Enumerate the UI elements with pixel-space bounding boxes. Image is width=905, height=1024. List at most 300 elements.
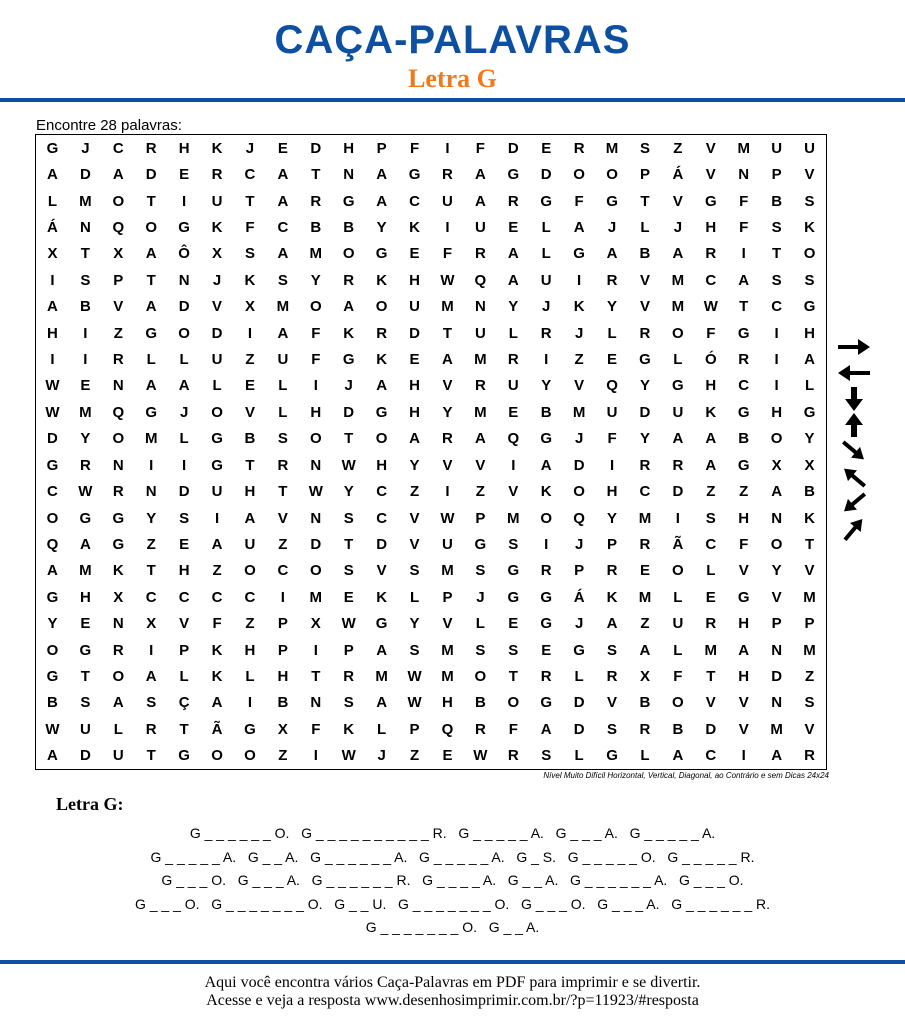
grid-cell[interactable]: T [640, 192, 650, 210]
grid-cell[interactable]: Q [46, 535, 59, 553]
grid-cell[interactable]: O [309, 430, 322, 448]
grid-cell[interactable]: Z [409, 483, 420, 501]
grid-cell[interactable]: F [409, 139, 420, 157]
grid-cell[interactable]: I [544, 351, 549, 369]
grid-cell[interactable]: G [803, 403, 816, 421]
grid-cell[interactable]: N [112, 456, 124, 474]
grid-cell[interactable]: X [771, 456, 782, 474]
grid-cell[interactable]: K [244, 271, 256, 289]
grid-cell[interactable]: B [738, 430, 750, 448]
grid-cell[interactable]: S [343, 509, 354, 527]
grid-cell[interactable]: A [47, 747, 58, 765]
grid-cell[interactable]: D [573, 694, 585, 712]
grid-cell[interactable]: A [409, 430, 420, 448]
grid-cell[interactable]: A [376, 192, 388, 210]
grid-cell[interactable]: S [475, 641, 486, 659]
grid-cell[interactable]: A [178, 377, 190, 395]
grid-cell[interactable]: Y [508, 298, 519, 316]
grid-cell[interactable]: P [639, 166, 650, 184]
grid-cell[interactable]: A [376, 166, 388, 184]
grid-cell[interactable]: C [705, 747, 717, 765]
grid-cell[interactable]: X [804, 456, 815, 474]
grid-cell[interactable]: V [508, 483, 519, 501]
grid-cell[interactable]: H [409, 403, 420, 421]
grid-cell[interactable]: O [309, 298, 322, 316]
grid-cell[interactable]: W [440, 271, 455, 289]
grid-cell[interactable]: R [474, 720, 486, 738]
grid-cell[interactable]: G [79, 641, 92, 659]
grid-cell[interactable]: Z [113, 324, 123, 342]
grid-cell[interactable]: A [442, 351, 453, 369]
grid-cell[interactable]: A [277, 245, 289, 263]
grid-cell[interactable]: M [605, 139, 619, 157]
grid-cell[interactable]: G [178, 218, 190, 236]
grid-cell[interactable]: C [771, 298, 783, 316]
grid-cell[interactable]: N [310, 509, 322, 527]
grid-cell[interactable]: L [113, 720, 123, 738]
grid-cell[interactable]: A [474, 430, 486, 448]
grid-cell[interactable]: L [179, 430, 189, 448]
grid-cell[interactable]: T [278, 483, 288, 501]
grid-cell[interactable]: Z [278, 535, 288, 553]
grid-cell[interactable]: W [45, 403, 60, 421]
grid-cell[interactable]: A [474, 166, 486, 184]
grid-cell[interactable]: I [50, 351, 55, 369]
grid-cell[interactable]: G [737, 588, 750, 606]
grid-cell[interactable]: I [741, 747, 746, 765]
grid-cell[interactable]: E [508, 615, 519, 633]
grid-cell[interactable]: M [507, 509, 520, 527]
grid-cell[interactable]: R [573, 139, 585, 157]
grid-cell[interactable]: S [804, 271, 815, 289]
grid-cell[interactable]: E [179, 166, 190, 184]
grid-cell[interactable]: V [277, 509, 288, 527]
grid-cell[interactable]: Y [409, 456, 420, 474]
grid-cell[interactable]: Ã [211, 720, 223, 738]
grid-cell[interactable]: M [441, 562, 454, 580]
grid-cell[interactable]: G [639, 351, 651, 369]
grid-cell[interactable]: P [771, 166, 782, 184]
grid-cell[interactable]: I [50, 271, 55, 289]
grid-cell[interactable]: Á [573, 588, 585, 606]
grid-cell[interactable]: D [178, 483, 190, 501]
grid-cell[interactable]: M [375, 668, 388, 686]
grid-cell[interactable]: V [607, 694, 618, 712]
grid-cell[interactable]: H [178, 139, 190, 157]
grid-cell[interactable]: O [573, 483, 585, 501]
grid-cell[interactable]: U [507, 377, 519, 395]
grid-cell[interactable]: T [772, 245, 782, 263]
grid-cell[interactable]: R [277, 456, 289, 474]
grid-cell[interactable]: I [774, 324, 779, 342]
grid-cell[interactable]: F [607, 430, 617, 448]
grid-cell[interactable]: P [179, 641, 190, 659]
grid-cell[interactable]: L [673, 588, 683, 606]
grid-cell[interactable]: R [112, 641, 124, 659]
grid-cell[interactable]: H [705, 377, 717, 395]
grid-cell[interactable]: C [376, 509, 388, 527]
grid-cell[interactable]: R [672, 456, 684, 474]
grid-cell[interactable]: M [309, 245, 323, 263]
grid-cell[interactable]: G [112, 509, 125, 527]
grid-cell[interactable]: Y [541, 377, 552, 395]
grid-cell[interactable]: A [804, 351, 815, 369]
grid-cell[interactable]: X [310, 615, 321, 633]
grid-cell[interactable]: O [474, 668, 487, 686]
grid-cell[interactable]: I [149, 641, 154, 659]
grid-cell[interactable]: Ã [672, 535, 684, 553]
grid-cell[interactable]: Á [672, 166, 684, 184]
grid-cell[interactable]: O [540, 509, 553, 527]
grid-cell[interactable]: Y [80, 430, 91, 448]
grid-cell[interactable]: K [376, 351, 388, 369]
grid-cell[interactable]: Y [343, 483, 354, 501]
grid-cell[interactable]: F [739, 535, 749, 553]
grid-cell[interactable]: M [770, 720, 783, 738]
grid-cell[interactable]: N [310, 694, 322, 712]
grid-cell[interactable]: S [771, 271, 782, 289]
grid-cell[interactable]: L [146, 351, 156, 369]
grid-cell[interactable]: Y [442, 403, 453, 421]
grid-cell[interactable]: Y [771, 562, 782, 580]
grid-cell[interactable]: D [573, 720, 585, 738]
grid-cell[interactable]: T [146, 192, 156, 210]
grid-cell[interactable]: T [706, 668, 716, 686]
grid-cell[interactable]: B [540, 403, 552, 421]
grid-cell[interactable]: L [640, 218, 650, 236]
grid-cell[interactable]: E [607, 351, 618, 369]
grid-cell[interactable]: H [310, 403, 322, 421]
grid-cell[interactable]: Z [673, 139, 683, 157]
grid-cell[interactable]: O [342, 245, 355, 263]
grid-cell[interactable]: G [737, 456, 750, 474]
grid-cell[interactable]: F [739, 218, 749, 236]
grid-cell[interactable]: G [803, 298, 816, 316]
grid-cell[interactable]: M [671, 298, 685, 316]
grid-cell[interactable]: S [607, 641, 618, 659]
grid-cell[interactable]: P [574, 562, 585, 580]
grid-cell[interactable]: Z [804, 668, 815, 686]
grid-cell[interactable]: G [145, 403, 158, 421]
grid-cell[interactable]: S [771, 218, 782, 236]
grid-cell[interactable]: K [705, 403, 717, 421]
grid-cell[interactable]: I [445, 139, 450, 157]
grid-cell[interactable]: C [112, 139, 124, 157]
grid-cell[interactable]: T [311, 668, 321, 686]
grid-cell[interactable]: M [144, 430, 158, 448]
grid-cell[interactable]: Z [706, 483, 716, 501]
grid-cell[interactable]: B [277, 694, 289, 712]
grid-cell[interactable]: K [112, 562, 124, 580]
grid-cell[interactable]: A [277, 324, 289, 342]
grid-cell[interactable]: Q [507, 430, 520, 448]
grid-cell[interactable]: E [343, 588, 354, 606]
grid-cell[interactable]: W [407, 668, 422, 686]
grid-cell[interactable]: A [771, 747, 783, 765]
grid-cell[interactable]: U [211, 483, 223, 501]
grid-cell[interactable]: P [277, 641, 288, 659]
grid-cell[interactable]: S [343, 562, 354, 580]
grid-cell[interactable]: A [507, 245, 519, 263]
grid-cell[interactable]: V [639, 271, 650, 289]
grid-cell[interactable]: N [310, 456, 322, 474]
grid-cell[interactable]: C [145, 588, 157, 606]
grid-cell[interactable]: O [112, 430, 125, 448]
grid-cell[interactable]: S [244, 245, 255, 263]
grid-cell[interactable]: K [211, 641, 223, 659]
grid-cell[interactable]: D [145, 166, 157, 184]
grid-cell[interactable]: S [541, 747, 552, 765]
grid-cell[interactable]: D [343, 403, 355, 421]
grid-cell[interactable]: G [211, 456, 223, 474]
grid-cell[interactable]: L [804, 377, 815, 395]
grid-cell[interactable]: V [442, 377, 453, 395]
grid-cell[interactable]: G [46, 139, 59, 157]
grid-cell[interactable]: J [344, 377, 353, 395]
grid-cell[interactable]: P [771, 615, 782, 633]
grid-cell[interactable]: B [343, 218, 355, 236]
grid-cell[interactable]: Z [212, 562, 222, 580]
grid-cell[interactable]: Y [639, 377, 650, 395]
grid-cell[interactable]: F [508, 720, 518, 738]
grid-cell[interactable]: O [803, 245, 816, 263]
grid-cell[interactable]: R [376, 324, 388, 342]
grid-cell[interactable]: U [672, 403, 684, 421]
grid-cell[interactable]: V [705, 694, 716, 712]
grid-cell[interactable]: C [211, 588, 223, 606]
grid-cell[interactable]: L [706, 562, 716, 580]
grid-cell[interactable]: I [313, 377, 318, 395]
grid-cell[interactable]: K [343, 720, 355, 738]
grid-cell[interactable]: K [211, 668, 223, 686]
grid-cell[interactable]: J [574, 324, 584, 342]
grid-cell[interactable]: E [244, 377, 255, 395]
grid-cell[interactable]: A [540, 720, 552, 738]
grid-cell[interactable]: F [311, 351, 321, 369]
grid-cell[interactable]: Y [47, 615, 58, 633]
grid-cell[interactable]: Y [409, 615, 420, 633]
grid-cell[interactable]: Á [47, 218, 58, 236]
grid-cell[interactable]: G [112, 535, 125, 553]
grid-cell[interactable]: Z [640, 615, 650, 633]
grid-cell[interactable]: U [672, 615, 684, 633]
grid-cell[interactable]: D [47, 430, 58, 448]
grid-cell[interactable]: G [507, 588, 520, 606]
grid-cell[interactable]: R [145, 720, 157, 738]
grid-cell[interactable]: Z [739, 483, 749, 501]
grid-cell[interactable]: A [672, 245, 684, 263]
grid-cell[interactable]: U [442, 192, 453, 210]
grid-cell[interactable]: R [606, 668, 618, 686]
grid-cell[interactable]: O [507, 694, 520, 712]
grid-cell[interactable]: I [445, 483, 450, 501]
grid-cell[interactable]: G [540, 192, 553, 210]
grid-cell[interactable]: K [409, 218, 420, 236]
grid-cell[interactable]: E [409, 351, 420, 369]
grid-cell[interactable]: O [375, 298, 388, 316]
grid-cell[interactable]: A [573, 218, 585, 236]
grid-cell[interactable]: S [409, 641, 420, 659]
grid-cell[interactable]: Y [804, 430, 815, 448]
grid-cell[interactable]: W [308, 483, 323, 501]
grid-cell[interactable]: G [244, 720, 256, 738]
grid-cell[interactable]: M [474, 351, 487, 369]
grid-cell[interactable]: G [145, 324, 158, 342]
grid-cell[interactable]: M [441, 641, 454, 659]
grid-cell[interactable]: M [671, 271, 685, 289]
grid-cell[interactable]: W [341, 747, 356, 765]
grid-cell[interactable]: R [442, 430, 453, 448]
grid-cell[interactable]: G [573, 245, 585, 263]
grid-cell[interactable]: T [739, 298, 749, 316]
grid-cell[interactable]: V [738, 694, 749, 712]
grid-cell[interactable]: B [79, 298, 91, 316]
grid-cell[interactable]: Ç [178, 694, 190, 712]
grid-cell[interactable]: J [673, 218, 683, 236]
grid-cell[interactable]: R [639, 456, 651, 474]
grid-cell[interactable]: Q [573, 509, 585, 527]
grid-cell[interactable]: U [244, 535, 256, 553]
grid-cell[interactable]: N [771, 509, 783, 527]
grid-cell[interactable]: T [508, 668, 518, 686]
grid-cell[interactable]: D [540, 166, 552, 184]
grid-cell[interactable]: M [737, 139, 750, 157]
grid-cell[interactable]: Z [245, 615, 255, 633]
grid-cell[interactable]: W [407, 694, 422, 712]
grid-cell[interactable]: T [245, 192, 255, 210]
grid-cell[interactable]: A [672, 430, 684, 448]
grid-cell[interactable]: S [277, 271, 288, 289]
grid-cell[interactable]: R [540, 668, 552, 686]
grid-cell[interactable]: G [507, 562, 520, 580]
grid-cell[interactable]: A [343, 298, 355, 316]
grid-cell[interactable]: V [705, 166, 716, 184]
grid-cell[interactable]: V [672, 192, 683, 210]
grid-cell[interactable]: D [672, 483, 684, 501]
grid-cell[interactable]: K [573, 298, 585, 316]
grid-cell[interactable]: O [46, 641, 59, 659]
grid-cell[interactable]: S [639, 139, 650, 157]
grid-cell[interactable]: G [178, 747, 190, 765]
grid-cell[interactable]: U [79, 720, 91, 738]
grid-cell[interactable]: O [672, 694, 684, 712]
grid-cell[interactable]: B [244, 430, 256, 448]
grid-cell[interactable]: I [247, 694, 253, 712]
grid-cell[interactable]: Y [376, 218, 387, 236]
grid-cell[interactable]: A [112, 166, 124, 184]
grid-cell[interactable]: M [441, 298, 454, 316]
grid-cell[interactable]: V [244, 403, 255, 421]
grid-cell[interactable]: O [375, 430, 388, 448]
grid-cell[interactable]: A [277, 192, 289, 210]
grid-cell[interactable]: N [474, 298, 486, 316]
grid-cell[interactable]: L [475, 615, 485, 633]
grid-cell[interactable]: U [409, 298, 420, 316]
grid-cell[interactable]: U [540, 271, 552, 289]
grid-cell[interactable]: A [376, 377, 388, 395]
grid-cell[interactable]: T [146, 271, 156, 289]
grid-cell[interactable]: M [474, 403, 487, 421]
grid-cell[interactable]: E [541, 139, 552, 157]
grid-cell[interactable]: Y [607, 509, 618, 527]
grid-cell[interactable]: G [375, 403, 388, 421]
grid-cell[interactable]: C [376, 483, 388, 501]
grid-cell[interactable]: D [79, 166, 91, 184]
grid-cell[interactable]: O [309, 562, 322, 580]
grid-cell[interactable]: O [573, 166, 585, 184]
grid-cell[interactable]: G [408, 166, 421, 184]
grid-cell[interactable]: M [572, 403, 586, 421]
grid-cell[interactable]: H [738, 615, 750, 633]
grid-cell[interactable]: H [771, 403, 783, 421]
grid-cell[interactable]: M [276, 298, 290, 316]
grid-cell[interactable]: X [146, 615, 157, 633]
grid-cell[interactable]: N [738, 166, 750, 184]
grid-cell[interactable]: C [277, 562, 289, 580]
grid-cell[interactable]: R [474, 377, 486, 395]
grid-cell[interactable]: T [80, 668, 90, 686]
grid-cell[interactable]: J [542, 298, 551, 316]
grid-cell[interactable]: S [475, 562, 486, 580]
grid-cell[interactable]: H [442, 694, 453, 712]
grid-cell[interactable]: I [182, 456, 187, 474]
grid-cell[interactable]: U [112, 747, 124, 765]
grid-cell[interactable]: T [344, 535, 354, 553]
grid-cell[interactable]: F [706, 324, 716, 342]
grid-cell[interactable]: G [606, 747, 618, 765]
grid-cell[interactable]: U [211, 192, 223, 210]
grid-cell[interactable]: W [703, 298, 718, 316]
grid-cell[interactable]: A [112, 694, 124, 712]
grid-cell[interactable]: H [343, 139, 355, 157]
grid-cell[interactable]: A [606, 615, 618, 633]
grid-cell[interactable]: H [244, 641, 256, 659]
grid-cell[interactable]: H [47, 324, 58, 342]
grid-cell[interactable]: H [804, 324, 815, 342]
grid-cell[interactable]: L [673, 641, 683, 659]
grid-cell[interactable]: I [544, 535, 549, 553]
grid-cell[interactable]: I [511, 456, 516, 474]
grid-cell[interactable]: I [83, 324, 88, 342]
grid-cell[interactable]: H [376, 456, 388, 474]
grid-cell[interactable]: W [341, 456, 356, 474]
grid-cell[interactable]: V [442, 456, 453, 474]
grid-cell[interactable]: D [376, 535, 388, 553]
grid-cell[interactable]: E [409, 245, 420, 263]
grid-cell[interactable]: C [244, 588, 256, 606]
grid-cell[interactable]: R [540, 324, 552, 342]
grid-cell[interactable]: L [179, 351, 189, 369]
grid-cell[interactable]: A [540, 456, 552, 474]
grid-cell[interactable]: H [409, 271, 420, 289]
grid-cell[interactable]: M [638, 588, 652, 606]
grid-cell[interactable]: S [607, 720, 618, 738]
grid-cell[interactable]: Q [474, 271, 487, 289]
grid-cell[interactable]: S [277, 430, 288, 448]
grid-cell[interactable]: Q [441, 720, 454, 738]
grid-cell[interactable]: R [343, 271, 355, 289]
grid-cell[interactable]: L [278, 377, 288, 395]
grid-cell[interactable]: V [409, 535, 420, 553]
grid-cell[interactable]: R [639, 720, 651, 738]
grid-cell[interactable]: R [507, 351, 519, 369]
grid-cell[interactable]: B [672, 720, 684, 738]
grid-cell[interactable]: K [804, 218, 815, 236]
grid-cell[interactable]: I [774, 351, 779, 369]
grid-cell[interactable]: N [145, 483, 157, 501]
grid-cell[interactable]: N [343, 166, 355, 184]
grid-cell[interactable]: I [577, 271, 582, 289]
